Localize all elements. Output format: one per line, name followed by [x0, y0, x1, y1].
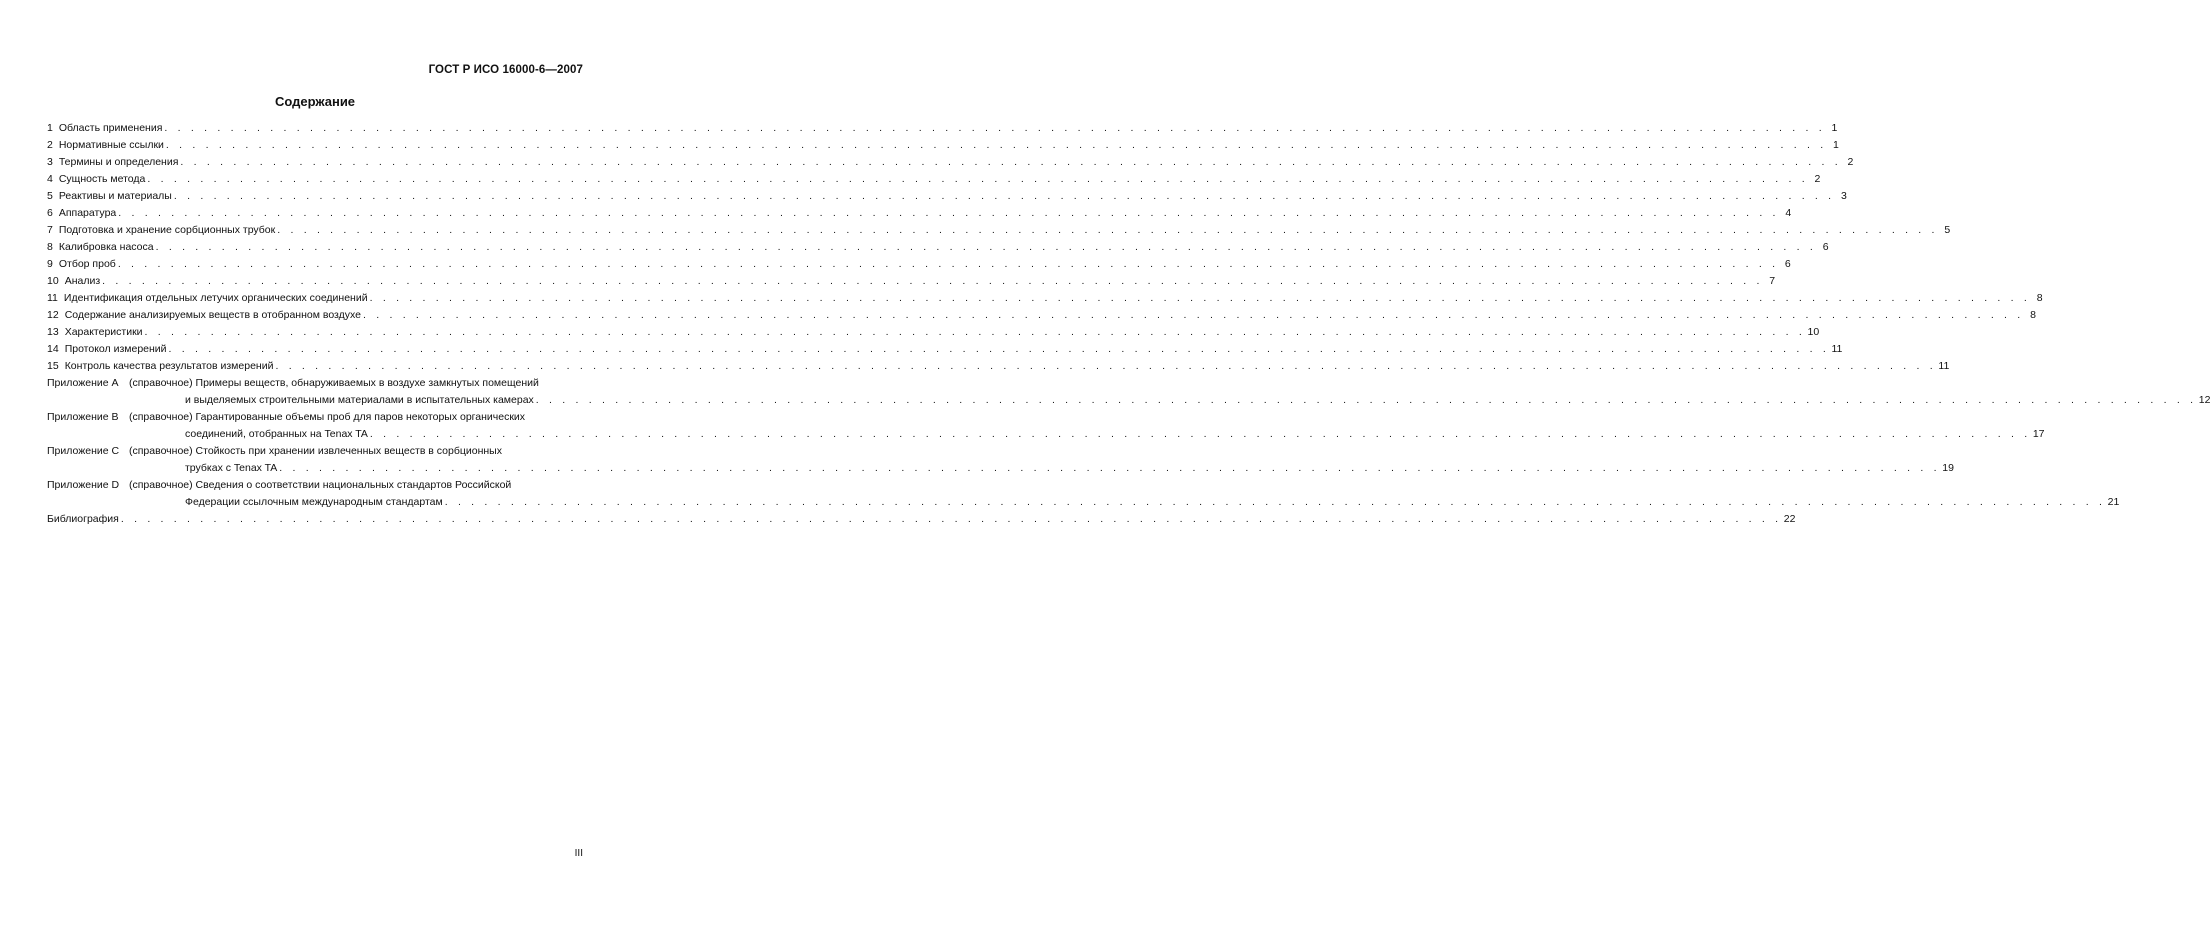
dot-leader	[118, 256, 1779, 273]
dot-leader	[277, 222, 1938, 239]
toc-page: 12	[2198, 394, 2210, 406]
page-title: Содержание	[274, 94, 356, 109]
toc-page: 21	[2107, 496, 2120, 508]
toc-number: 1	[47, 122, 53, 134]
toc-page: 2	[1814, 173, 1821, 185]
toc-entry-12[interactable]	[47, 307, 2036, 324]
toc-entry-3[interactable]	[47, 154, 1854, 171]
toc-label: Отбор проб	[58, 258, 116, 270]
dot-leader	[279, 460, 1940, 477]
toc-page: 3	[1840, 190, 1847, 202]
toc-number: 15	[47, 360, 59, 372]
toc-entry-1[interactable]	[47, 120, 1838, 137]
dot-leader	[536, 392, 2197, 409]
standard-designation: ГОСТ Р ИСО 16000-6—2007	[428, 64, 583, 76]
toc-number: 4	[47, 173, 53, 185]
appendix-title-line2: соединений, отобранных на Tenax TA	[185, 428, 368, 440]
toc-page: 4	[1785, 207, 1792, 219]
toc-label: Термины и определения	[58, 156, 179, 168]
toc-entry-6[interactable]	[47, 205, 1792, 222]
toc-label: Нормативные ссылки	[58, 139, 164, 151]
dot-leader	[102, 273, 1763, 290]
toc-number: 10	[47, 275, 59, 287]
toc-page: 8	[2030, 309, 2036, 321]
toc-page: 7	[1769, 275, 1776, 287]
appendix-title-line1: (справочное) Стойкость при хранении извлеченных веществ в сорбционных	[129, 445, 502, 457]
appendix-prefix: Приложение А	[47, 377, 119, 389]
toc-label: Сущность метода	[58, 173, 146, 185]
toc-number: 14	[47, 343, 59, 355]
toc-entry-4[interactable]	[47, 171, 1821, 188]
appendix-title-line2: и выделяемых строительными материалами в испытательных камерах	[185, 394, 534, 406]
toc-number: 6	[47, 207, 53, 219]
toc-page: 10	[1807, 326, 1820, 338]
toc-appendix-d[interactable]	[47, 477, 2120, 511]
toc-page: 2	[1847, 156, 1854, 168]
toc-entry-11[interactable]	[47, 290, 2043, 307]
toc-label: Реактивы и материалы	[58, 190, 172, 202]
table-of-contents	[47, 120, 2210, 528]
toc-number: 3	[47, 156, 53, 168]
dot-leader	[370, 426, 2031, 443]
toc-entry-15[interactable]	[47, 358, 1950, 375]
toc-page: 17	[2032, 428, 2045, 440]
toc-number: 8	[47, 241, 53, 253]
appendix-title-line2: Федерации ссылочным международным стандартам	[185, 496, 443, 508]
appendix-title-line1: (справочное) Примеры веществ, обнаруживаемых в воздухе замкнутых помещений	[129, 377, 539, 389]
toc-page: 22	[1783, 513, 1796, 525]
toc-entry-7[interactable]	[47, 222, 1951, 239]
toc-label: Протокол измерений	[64, 343, 167, 355]
toc-number: 7	[47, 224, 53, 236]
dot-leader	[145, 324, 1806, 341]
toc-label: Библиография	[47, 513, 119, 525]
toc-entry-13[interactable]	[47, 324, 1820, 341]
dot-leader	[363, 307, 2024, 324]
toc-number: 5	[47, 190, 53, 202]
toc-page: 11	[1938, 360, 1950, 372]
toc-label: Калибровка насоса	[58, 241, 154, 253]
toc-appendix-a[interactable]	[47, 375, 2210, 409]
toc-page: 6	[1822, 241, 1829, 253]
page-number: III	[574, 848, 583, 859]
toc-number: 9	[47, 258, 53, 270]
toc-entry-10[interactable]	[47, 273, 1776, 290]
toc-entry-bibliography[interactable]	[47, 511, 1796, 528]
dot-leader	[166, 137, 1827, 154]
toc-entry-5[interactable]	[47, 188, 1847, 205]
toc-number: 12	[47, 309, 59, 321]
dot-leader	[174, 188, 1835, 205]
toc-appendix-c[interactable]	[47, 443, 1954, 477]
dot-leader	[169, 341, 1830, 358]
toc-label: Содержание анализируемых веществ в отобранном воздухе	[64, 309, 361, 321]
appendix-prefix: Приложение С	[47, 445, 120, 457]
dot-leader	[118, 205, 1779, 222]
toc-entry-8[interactable]	[47, 239, 1829, 256]
dot-leader	[147, 171, 1808, 188]
dot-leader	[275, 358, 1936, 375]
toc-page: 11	[1831, 343, 1843, 355]
appendix-title-line1: (справочное) Сведения о соответствии национальных стандартов Российской	[129, 479, 512, 491]
toc-label: Идентификация отдельных летучих органических соединений	[63, 292, 368, 304]
toc-page: 19	[1942, 462, 1954, 474]
toc-number: 13	[47, 326, 59, 338]
toc-label: Аппаратура	[58, 207, 117, 219]
appendix-title-line1: (справочное) Гарантированные объемы проб для паров некоторых органических	[129, 411, 526, 423]
toc-page: 6	[1784, 258, 1791, 270]
toc-label: Подготовка и хранение сорбционных трубок	[58, 224, 276, 236]
dot-leader	[121, 511, 1782, 528]
appendix-title-line2: трубках с Tenax TA	[185, 462, 278, 474]
toc-page: 1	[1833, 139, 1839, 151]
toc-appendix-b[interactable]	[47, 409, 2045, 443]
dot-leader	[164, 120, 1825, 137]
appendix-prefix: Приложение D	[47, 479, 120, 491]
appendix-prefix: Приложение В	[47, 411, 119, 423]
dot-leader	[156, 239, 1817, 256]
toc-label: Анализ	[64, 275, 101, 287]
toc-page: 1	[1831, 122, 1838, 134]
toc-label: Контроль качества результатов измерений	[64, 360, 274, 372]
dot-leader	[445, 494, 2106, 511]
dot-leader	[370, 290, 2031, 307]
toc-entry-14[interactable]	[47, 341, 1843, 358]
toc-number: 2	[47, 139, 53, 151]
toc-label: Область применения	[58, 122, 163, 134]
dot-leader	[180, 154, 1841, 171]
toc-page: 5	[1944, 224, 1951, 236]
toc-entry-2[interactable]	[47, 137, 1839, 154]
toc-label: Характеристики	[64, 326, 143, 338]
toc-entry-9[interactable]	[47, 256, 1791, 273]
toc-page: 8	[2036, 292, 2043, 304]
toc-number: 11	[47, 292, 58, 304]
